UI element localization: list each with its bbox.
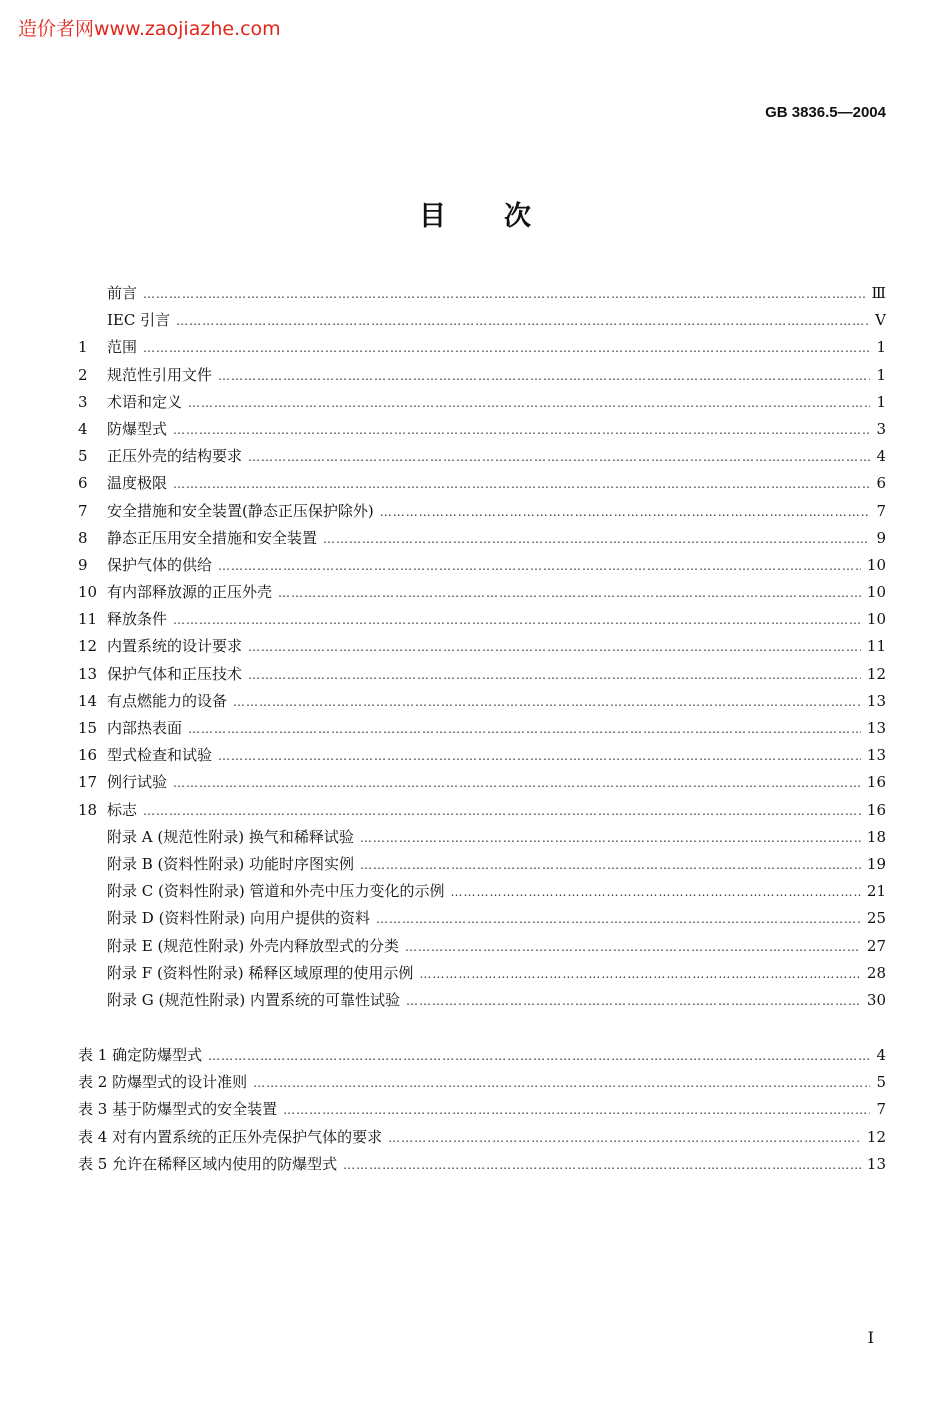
toc-entry[interactable]: [78, 797, 886, 824]
toc-entry-page: 1: [876, 392, 886, 411]
toc-entry[interactable]: [78, 688, 886, 715]
toc-entry[interactable]: [78, 633, 886, 660]
table-list-page: 4: [876, 1046, 886, 1064]
toc-entry-number: 12: [78, 637, 98, 656]
toc-entry[interactable]: [78, 905, 886, 932]
toc-entry[interactable]: [78, 824, 886, 851]
toc-entry-number: 9: [78, 555, 88, 574]
toc-entry-label: 附录 A (规范性附录) 换气和稀释试验: [107, 827, 354, 846]
dot-leader: [419, 961, 860, 988]
toc-entry-number: 6: [78, 474, 88, 493]
toc-entry[interactable]: [78, 715, 886, 742]
dot-leader: [406, 988, 861, 1015]
dot-leader: [283, 1097, 870, 1124]
toc-entry[interactable]: [78, 851, 886, 878]
watermark-text: 造价者网www.zaojiazhe.com: [18, 18, 281, 40]
dot-leader: [218, 553, 861, 580]
toc-entry-page: 1: [876, 365, 886, 384]
toc-entry-label: 释放条件: [107, 610, 168, 629]
dot-leader: [173, 770, 861, 797]
page-number: I: [867, 1328, 874, 1347]
toc-entry-page: 4: [876, 447, 886, 466]
toc-entry-label: 保护气体和正压技术: [107, 664, 243, 683]
toc-entry-label: 有点燃能力的设备: [107, 691, 228, 710]
toc-entry-number: 4: [78, 419, 88, 438]
table-list-page: 7: [876, 1100, 886, 1119]
toc-entry-label: 安全措施和安全装置(静态正压保护除外): [107, 501, 374, 520]
toc-entry-page: 30: [866, 990, 886, 1009]
toc-tables-list: [78, 1042, 886, 1178]
toc-entry-label: 附录 F (资料性附录) 稀释区域原理的使用示例: [107, 963, 414, 982]
toc-entry-number: 5: [78, 447, 88, 466]
toc-entry-number: 2: [78, 365, 88, 384]
toc-entry-number: 1: [78, 338, 88, 357]
toc-entry-number: 13: [78, 664, 98, 683]
toc-entry[interactable]: [78, 470, 886, 497]
toc-entry-page: 13: [866, 719, 886, 737]
toc-entry[interactable]: [78, 389, 886, 416]
dot-leader: [248, 634, 861, 661]
toc-entry-label: 附录 B (资料性附录) 功能时序图实例: [107, 854, 355, 873]
toc-entry-page: 18: [866, 827, 886, 846]
toc-entry-label: 有内部释放源的正压外壳: [107, 583, 273, 602]
toc-entry-page: V: [875, 311, 886, 330]
dot-leader: [278, 580, 861, 607]
dot-leader: [176, 308, 869, 335]
toc-entry-label: 静态正压用安全措施和安全装置: [107, 528, 318, 547]
toc-entry[interactable]: [78, 552, 886, 579]
toc-entry-label: 规范性引用文件: [107, 365, 213, 384]
toc-entry-label: 正压外壳的结构要求: [107, 447, 243, 466]
toc-entry-label: 内置系统的设计要求: [107, 637, 243, 656]
toc-entry-label: 附录 C (资料性附录) 管道和外壳中压力变化的示例: [107, 882, 445, 901]
toc-entry-page: 16: [866, 773, 886, 792]
page-title: 目次: [419, 201, 589, 232]
dot-leader: [388, 1125, 861, 1152]
toc-main-list: [78, 280, 886, 1014]
toc-entry-page: Ⅲ: [871, 284, 886, 302]
toc-entry-label: 内部热表面: [107, 719, 183, 737]
toc-entry-label: 范围: [107, 338, 138, 357]
dot-leader: [253, 1070, 870, 1097]
dot-leader: [380, 499, 871, 526]
toc-entry-page: 21: [866, 882, 886, 901]
toc-entry-number: 15: [78, 719, 98, 737]
dot-leader: [143, 335, 870, 362]
toc-entry-label: 附录 E (规范性附录) 外壳内释放型式的分类: [107, 936, 399, 955]
toc-entry-number: 8: [78, 528, 88, 547]
toc-entry[interactable]: [78, 579, 886, 606]
toc-entry-page: 10: [866, 555, 886, 574]
toc-entry[interactable]: [78, 987, 886, 1014]
dot-leader: [323, 526, 870, 553]
table-list-page: 12: [866, 1127, 886, 1146]
toc-entry-label: 术语和定义: [107, 392, 183, 411]
table-list-entry[interactable]: [78, 1042, 886, 1069]
table-list-entry[interactable]: [78, 1069, 886, 1096]
toc-entry-number: 17: [78, 773, 98, 792]
toc-entry-page: 19: [866, 854, 886, 873]
toc-entry-page: 6: [876, 474, 886, 493]
toc-entry-label: 例行试验: [107, 773, 168, 792]
toc-entry-page: 27: [866, 936, 886, 955]
toc-entry[interactable]: [78, 933, 886, 960]
toc-entry[interactable]: [78, 606, 886, 633]
dot-leader: [233, 689, 861, 716]
table-list-label: 表 5 允许在稀释区域内使用的防爆型式: [78, 1154, 338, 1173]
toc-entry[interactable]: [78, 416, 886, 443]
toc-entry-label: 附录 D (资料性附录) 向用户提供的资料: [107, 909, 371, 928]
toc-entry-page: 13: [866, 746, 886, 765]
toc-entry[interactable]: [78, 443, 886, 470]
toc-entry[interactable]: [78, 362, 886, 389]
toc-entry-page: 1: [876, 338, 886, 357]
toc-entry[interactable]: [78, 307, 886, 334]
table-list-entry[interactable]: [78, 1151, 886, 1178]
standard-code: GB 3836.5—2004: [765, 104, 886, 121]
toc-entry[interactable]: [78, 525, 886, 552]
toc-entry[interactable]: [78, 334, 886, 361]
dot-leader: [343, 1152, 861, 1179]
toc-entry[interactable]: [78, 878, 886, 905]
toc-entry-number: 7: [78, 501, 88, 520]
toc-entry[interactable]: [78, 960, 886, 987]
toc-entry-number: 18: [78, 800, 98, 819]
table-list-label: 表 1 确定防爆型式: [78, 1046, 203, 1064]
dot-leader: [360, 852, 861, 879]
table-list-entry[interactable]: [78, 1124, 886, 1151]
dot-leader: [451, 879, 861, 906]
dot-leader: [173, 471, 870, 498]
toc-entry-label: 型式检查和试验: [107, 746, 213, 765]
toc-entry-number: 3: [78, 392, 88, 411]
dot-leader: [248, 444, 870, 471]
toc-entry[interactable]: [78, 498, 886, 525]
dot-leader: [376, 906, 861, 933]
dot-leader: [143, 798, 861, 825]
toc-entry-page: 28: [866, 963, 886, 982]
toc-entry-page: 7: [876, 501, 886, 520]
toc-entry-label: 附录 G (规范性附录) 内置系统的可靠性试验: [107, 990, 400, 1009]
dot-leader: [173, 607, 861, 634]
table-list-label: 表 2 防爆型式的设计准则: [78, 1073, 248, 1092]
dot-leader: [143, 281, 866, 308]
toc-entry[interactable]: [78, 280, 886, 307]
toc-entry-page: 13: [866, 691, 886, 710]
toc-entry-page: 11: [866, 637, 886, 656]
dot-leader: [188, 390, 870, 417]
toc-entry-label: 防爆型式: [107, 419, 168, 438]
toc-entry-label: 温度极限: [107, 474, 168, 493]
toc-entry[interactable]: [78, 742, 886, 769]
toc-entry-label: 标志: [107, 800, 138, 819]
table-list-label: 表 3 基于防爆型式的安全装置: [78, 1100, 278, 1119]
table-list-page: 5: [876, 1073, 886, 1092]
dot-leader: [248, 662, 861, 689]
table-list-entry[interactable]: [78, 1096, 886, 1123]
dot-leader: [218, 743, 861, 770]
toc-entry-page: 12: [866, 664, 886, 683]
table-list-label: 表 4 对有内置系统的正压外壳保护气体的要求: [78, 1127, 383, 1146]
dot-leader: [405, 934, 861, 961]
dot-leader: [218, 363, 870, 390]
toc-entry-page: 3: [876, 419, 886, 438]
toc-entry-label: IEC 引言: [107, 311, 171, 330]
toc-entry-number: 16: [78, 746, 98, 765]
toc-entry-label: 保护气体的供给: [107, 555, 213, 574]
dot-leader: [208, 1043, 870, 1070]
toc-entry-page: 25: [866, 909, 886, 928]
toc-entry-number: 10: [78, 583, 98, 602]
toc-entry[interactable]: [78, 769, 886, 796]
toc-entry-number: 14: [78, 691, 98, 710]
dot-leader: [360, 825, 861, 852]
table-list-page: 13: [866, 1154, 886, 1173]
toc-entry[interactable]: [78, 661, 886, 688]
toc-entry-number: 11: [78, 610, 98, 629]
toc-entry-page: 9: [876, 528, 886, 547]
toc-entry-page: 10: [866, 610, 886, 629]
toc-entry-label: 前言: [107, 284, 138, 302]
dot-leader: [173, 417, 870, 444]
toc-entry-page: 10: [866, 583, 886, 602]
dot-leader: [188, 716, 861, 743]
toc-entry-page: 16: [866, 800, 886, 819]
